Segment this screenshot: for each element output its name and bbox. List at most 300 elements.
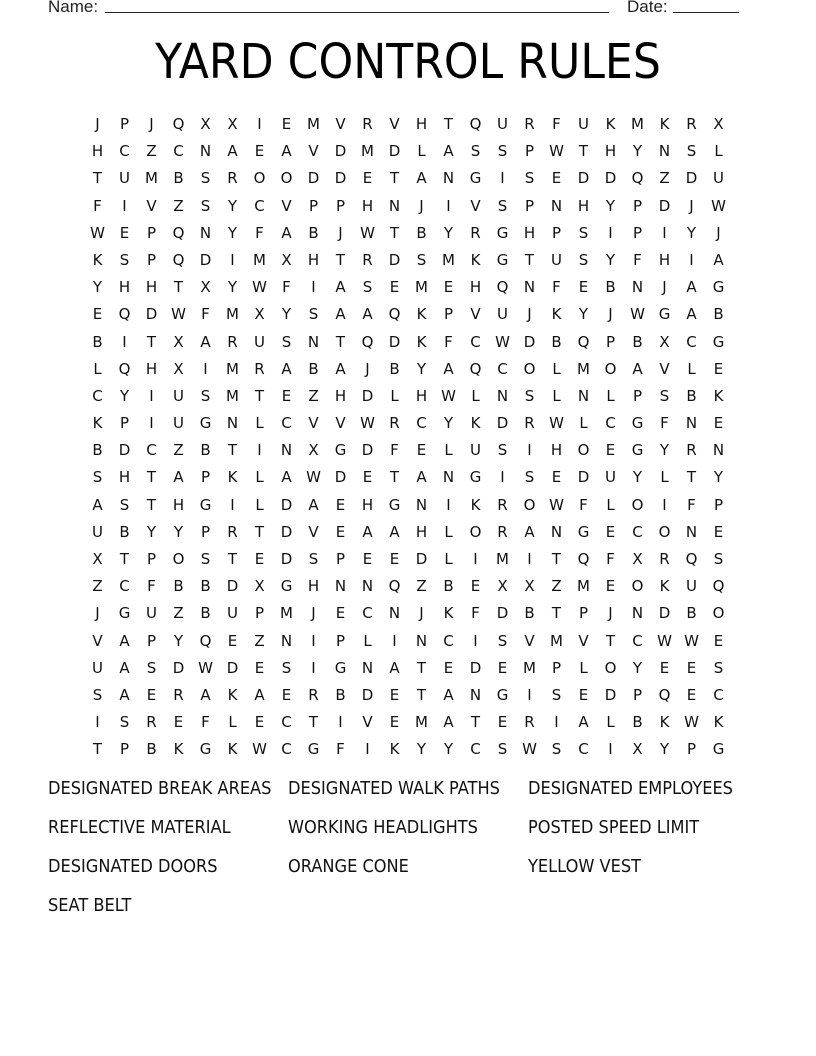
grid-letter[interactable]: X xyxy=(524,577,535,596)
grid-letter[interactable]: I xyxy=(500,468,505,487)
grid-letter[interactable]: A xyxy=(578,713,589,732)
grid-letter[interactable]: Z xyxy=(146,142,157,161)
grid-letter[interactable]: L xyxy=(579,658,588,677)
grid-letter[interactable]: U xyxy=(119,169,130,188)
grid-letter[interactable]: C xyxy=(281,713,292,732)
grid-letter[interactable]: N xyxy=(658,142,671,161)
grid-letter[interactable]: E xyxy=(605,577,616,596)
grid-letter[interactable]: B xyxy=(119,522,130,541)
grid-letter[interactable]: C xyxy=(254,196,265,215)
grid-letter[interactable]: D xyxy=(334,468,347,487)
grid-letter[interactable]: E xyxy=(713,522,724,541)
grid-letter[interactable]: P xyxy=(335,631,346,650)
grid-letter[interactable]: X xyxy=(632,550,643,568)
grid-letter[interactable]: Q xyxy=(172,115,185,133)
grid-letter[interactable]: P xyxy=(335,196,346,215)
grid-letter[interactable]: C xyxy=(686,332,697,351)
grid-letter[interactable]: D xyxy=(307,169,320,188)
grid-letter[interactable]: S xyxy=(524,169,535,188)
grid-letter[interactable]: G xyxy=(631,414,644,433)
grid-letter[interactable]: G xyxy=(280,577,293,596)
grid-letter[interactable]: A xyxy=(119,631,130,650)
grid-letter[interactable]: H xyxy=(658,250,671,269)
grid-letter[interactable]: G xyxy=(496,685,509,704)
grid-letter[interactable]: N xyxy=(469,685,482,704)
grid-letter[interactable]: D xyxy=(361,386,374,405)
grid-letter[interactable]: P xyxy=(146,223,157,242)
grid-letter[interactable]: Y xyxy=(173,522,184,541)
grid-letter[interactable]: B xyxy=(146,740,157,759)
grid-letter[interactable]: C xyxy=(632,631,643,650)
grid-letter[interactable]: Q xyxy=(631,169,644,188)
grid-letter[interactable]: Y xyxy=(416,359,427,378)
grid-letter[interactable]: W xyxy=(441,386,456,405)
grid-letter[interactable]: B xyxy=(335,685,346,704)
grid-letter[interactable]: C xyxy=(92,386,103,405)
grid-letter[interactable]: E xyxy=(389,685,400,704)
grid-letter[interactable]: N xyxy=(199,223,212,242)
grid-letter[interactable]: S xyxy=(200,550,211,568)
grid-letter[interactable]: S xyxy=(713,658,724,677)
grid-letter[interactable]: Q xyxy=(172,250,185,269)
grid-letter[interactable]: G xyxy=(334,441,347,460)
grid-letter[interactable]: R xyxy=(497,522,508,541)
grid-letter[interactable]: Y xyxy=(632,468,643,487)
grid-letter[interactable]: A xyxy=(308,495,319,514)
grid-letter[interactable]: A xyxy=(119,685,130,704)
grid-letter[interactable]: B xyxy=(686,604,697,623)
grid-letter[interactable]: K xyxy=(470,250,481,269)
grid-letter[interactable]: C xyxy=(470,740,481,759)
grid-letter[interactable]: T xyxy=(92,169,103,188)
grid-letter[interactable]: Y xyxy=(227,278,238,297)
grid-letter[interactable]: Z xyxy=(416,577,427,596)
grid-letter[interactable]: V xyxy=(470,305,481,324)
grid-letter[interactable]: G xyxy=(307,740,320,759)
grid-letter[interactable]: A xyxy=(254,685,265,704)
grid-letter[interactable]: I xyxy=(122,196,127,215)
grid-letter[interactable]: X xyxy=(308,441,319,460)
grid-letter[interactable]: E xyxy=(443,658,454,677)
grid-letter[interactable]: I xyxy=(608,223,613,242)
grid-letter[interactable]: U xyxy=(173,414,184,433)
grid-letter[interactable]: H xyxy=(334,386,347,405)
grid-letter[interactable]: V xyxy=(578,631,589,650)
grid-letter[interactable]: V xyxy=(362,713,373,732)
grid-letter[interactable]: G xyxy=(631,441,644,460)
grid-letter[interactable]: B xyxy=(443,577,454,596)
grid-letter[interactable]: A xyxy=(389,522,400,541)
grid-letter[interactable]: I xyxy=(527,550,532,568)
grid-letter[interactable]: Y xyxy=(146,522,157,541)
grid-letter[interactable]: R xyxy=(362,250,373,269)
grid-letter[interactable]: O xyxy=(712,604,725,623)
grid-letter[interactable]: U xyxy=(605,468,616,487)
grid-letter[interactable]: S xyxy=(497,631,508,650)
grid-letter[interactable]: Y xyxy=(605,196,616,215)
grid-letter[interactable]: D xyxy=(577,169,590,188)
grid-letter[interactable]: I xyxy=(500,169,505,188)
grid-letter[interactable]: N xyxy=(523,278,536,297)
grid-letter[interactable]: T xyxy=(335,332,346,351)
grid-letter[interactable]: E xyxy=(713,359,724,378)
grid-letter[interactable]: E xyxy=(281,115,292,133)
grid-letter[interactable]: P xyxy=(119,115,130,133)
grid-letter[interactable]: X xyxy=(713,115,724,133)
grid-letter[interactable]: E xyxy=(335,604,346,623)
grid-letter[interactable]: D xyxy=(280,550,293,568)
grid-letter[interactable]: B xyxy=(308,223,319,242)
grid-letter[interactable]: A xyxy=(200,685,211,704)
grid-letter[interactable]: S xyxy=(200,196,211,215)
grid-letter[interactable]: I xyxy=(95,713,100,732)
grid-letter[interactable]: P xyxy=(443,305,454,324)
grid-letter[interactable]: Q xyxy=(118,359,131,378)
grid-letter[interactable]: G xyxy=(712,740,725,759)
grid-letter[interactable]: V xyxy=(389,115,400,133)
grid-letter[interactable]: A xyxy=(389,658,400,677)
grid-letter[interactable]: S xyxy=(551,740,562,759)
grid-letter[interactable]: T xyxy=(335,250,346,269)
grid-letter[interactable]: S xyxy=(200,169,211,188)
grid-letter[interactable]: D xyxy=(172,658,185,677)
grid-letter[interactable]: J xyxy=(608,305,613,324)
grid-letter[interactable]: E xyxy=(497,658,508,677)
grid-letter[interactable]: E xyxy=(686,685,697,704)
grid-letter[interactable]: I xyxy=(230,250,235,269)
grid-letter[interactable]: N xyxy=(388,196,401,215)
grid-letter[interactable]: Q xyxy=(388,305,401,324)
grid-letter[interactable]: L xyxy=(714,142,723,161)
grid-letter[interactable]: L xyxy=(228,713,237,732)
grid-letter[interactable]: S xyxy=(713,550,724,568)
grid-letter[interactable]: C xyxy=(173,142,184,161)
grid-letter[interactable]: K xyxy=(416,332,427,351)
grid-letter[interactable]: R xyxy=(659,550,670,568)
grid-letter[interactable]: R xyxy=(497,495,508,514)
grid-letter[interactable]: X xyxy=(497,577,508,596)
grid-letter[interactable]: Q xyxy=(658,685,671,704)
grid-letter[interactable]: O xyxy=(577,441,590,460)
grid-letter[interactable]: U xyxy=(497,305,508,324)
grid-letter[interactable]: L xyxy=(552,386,561,405)
grid-letter[interactable]: U xyxy=(254,332,265,351)
grid-letter[interactable]: S xyxy=(578,223,589,242)
grid-letter[interactable]: Y xyxy=(632,658,643,677)
grid-letter[interactable]: Y xyxy=(686,223,697,242)
grid-letter[interactable]: O xyxy=(631,577,644,596)
grid-letter[interactable]: D xyxy=(658,604,671,623)
grid-letter[interactable]: S xyxy=(92,468,103,487)
grid-letter[interactable]: E xyxy=(92,305,103,324)
grid-letter[interactable]: H xyxy=(550,441,563,460)
grid-letter[interactable]: Q xyxy=(172,223,185,242)
grid-letter[interactable]: O xyxy=(469,522,482,541)
grid-letter[interactable]: Y xyxy=(659,441,670,460)
grid-letter[interactable]: V xyxy=(146,196,157,215)
grid-letter[interactable]: M xyxy=(280,604,293,623)
grid-letter[interactable]: T xyxy=(686,468,697,487)
grid-letter[interactable]: E xyxy=(497,713,508,732)
grid-letter[interactable]: F xyxy=(552,115,561,133)
grid-letter[interactable]: U xyxy=(686,577,697,596)
grid-letter[interactable]: I xyxy=(392,631,397,650)
grid-letter[interactable]: E xyxy=(173,713,184,732)
grid-letter[interactable]: P xyxy=(200,468,211,487)
grid-letter[interactable]: G xyxy=(496,223,509,242)
grid-letter[interactable]: M xyxy=(415,713,428,732)
grid-letter[interactable]: T xyxy=(389,223,400,242)
grid-letter[interactable]: V xyxy=(308,522,319,541)
grid-letter[interactable]: P xyxy=(524,142,535,161)
grid-letter[interactable]: M xyxy=(442,250,455,269)
grid-letter[interactable]: I xyxy=(230,495,235,514)
grid-letter[interactable]: R xyxy=(362,115,373,133)
grid-letter[interactable]: T xyxy=(524,250,535,269)
grid-letter[interactable]: B xyxy=(92,441,103,460)
grid-letter[interactable]: N xyxy=(685,414,698,433)
grid-letter[interactable]: D xyxy=(334,169,347,188)
grid-letter[interactable]: E xyxy=(389,550,400,568)
grid-letter[interactable]: B xyxy=(173,169,184,188)
grid-letter[interactable]: A xyxy=(713,250,724,269)
grid-letter[interactable]: P xyxy=(308,196,319,215)
grid-letter[interactable]: F xyxy=(579,495,588,514)
grid-letter[interactable]: G xyxy=(199,414,212,433)
grid-letter[interactable]: Y xyxy=(416,740,427,759)
grid-letter[interactable]: Q xyxy=(469,115,482,133)
grid-letter[interactable]: D xyxy=(280,495,293,514)
grid-letter[interactable]: K xyxy=(389,740,400,759)
grid-letter[interactable]: Q xyxy=(577,332,590,351)
grid-letter[interactable]: N xyxy=(442,468,455,487)
grid-letter[interactable]: W xyxy=(549,495,564,514)
grid-letter[interactable]: R xyxy=(524,414,535,433)
grid-letter[interactable]: I xyxy=(554,713,559,732)
grid-letter[interactable]: Z xyxy=(173,196,184,215)
grid-letter[interactable]: H xyxy=(307,250,320,269)
grid-letter[interactable]: R xyxy=(389,414,400,433)
grid-letter[interactable]: I xyxy=(311,658,316,677)
grid-letter[interactable]: W xyxy=(549,142,564,161)
grid-letter[interactable]: T xyxy=(389,169,400,188)
grid-letter[interactable]: E xyxy=(281,685,292,704)
grid-letter[interactable]: D xyxy=(388,332,401,351)
grid-letter[interactable]: L xyxy=(606,713,615,732)
grid-letter[interactable]: I xyxy=(311,631,316,650)
grid-letter[interactable]: J xyxy=(419,196,424,215)
grid-letter[interactable]: C xyxy=(605,414,616,433)
grid-letter[interactable]: K xyxy=(92,250,103,269)
grid-letter[interactable]: F xyxy=(633,250,642,269)
grid-letter[interactable]: J xyxy=(716,223,721,242)
grid-letter[interactable]: H xyxy=(415,522,428,541)
grid-letter[interactable]: E xyxy=(362,550,373,568)
grid-letter[interactable]: J xyxy=(419,604,424,623)
grid-letter[interactable]: D xyxy=(388,250,401,269)
grid-letter[interactable]: Q xyxy=(496,278,509,297)
grid-letter[interactable]: K xyxy=(470,414,481,433)
grid-letter[interactable]: H xyxy=(145,278,158,297)
grid-letter[interactable]: X xyxy=(173,359,184,378)
grid-letter[interactable]: E xyxy=(416,441,427,460)
grid-letter[interactable]: R xyxy=(227,522,238,541)
grid-letter[interactable]: E xyxy=(605,441,616,460)
grid-letter[interactable]: H xyxy=(145,359,158,378)
grid-letter[interactable]: E xyxy=(578,685,589,704)
grid-letter[interactable]: I xyxy=(257,441,262,460)
grid-letter[interactable]: A xyxy=(524,522,535,541)
grid-letter[interactable]: H xyxy=(523,223,536,242)
grid-letter[interactable]: V xyxy=(308,414,319,433)
grid-letter[interactable]: A xyxy=(281,142,292,161)
grid-letter[interactable]: N xyxy=(631,604,644,623)
grid-letter[interactable]: J xyxy=(689,196,694,215)
grid-letter[interactable]: L xyxy=(417,142,426,161)
grid-letter[interactable]: L xyxy=(660,468,669,487)
grid-letter[interactable]: O xyxy=(523,359,536,378)
grid-letter[interactable]: I xyxy=(149,414,154,433)
grid-letter[interactable]: T xyxy=(416,658,427,677)
grid-letter[interactable]: E xyxy=(659,658,670,677)
grid-letter[interactable]: W xyxy=(657,631,672,650)
grid-letter[interactable]: J xyxy=(95,115,100,133)
grid-letter[interactable]: G xyxy=(577,522,590,541)
grid-letter[interactable]: N xyxy=(442,169,455,188)
grid-letter[interactable]: A xyxy=(227,142,238,161)
grid-letter[interactable]: H xyxy=(91,142,104,161)
grid-letter[interactable]: Y xyxy=(443,740,454,759)
grid-letter[interactable]: F xyxy=(201,713,210,732)
grid-letter[interactable]: E xyxy=(146,685,157,704)
grid-letter[interactable]: X xyxy=(92,550,103,568)
grid-letter[interactable]: W xyxy=(306,468,321,487)
grid-letter[interactable]: P xyxy=(335,550,346,568)
grid-letter[interactable]: F xyxy=(93,196,102,215)
grid-letter[interactable]: C xyxy=(497,359,508,378)
grid-letter[interactable]: L xyxy=(363,631,372,650)
grid-letter[interactable]: J xyxy=(608,604,613,623)
grid-letter[interactable]: M xyxy=(496,550,509,568)
grid-letter[interactable]: T xyxy=(605,631,616,650)
grid-letter[interactable]: B xyxy=(605,278,616,297)
grid-letter[interactable]: E xyxy=(578,278,589,297)
grid-letter[interactable]: F xyxy=(255,223,264,242)
grid-letter[interactable]: K xyxy=(659,713,670,732)
grid-letter[interactable]: L xyxy=(606,495,615,514)
grid-letter[interactable]: T xyxy=(227,441,238,460)
grid-letter[interactable]: A xyxy=(362,305,373,324)
grid-letter[interactable]: F xyxy=(687,495,696,514)
grid-letter[interactable]: U xyxy=(470,441,481,460)
grid-letter[interactable]: I xyxy=(446,196,451,215)
grid-letter[interactable]: S xyxy=(119,495,130,514)
grid-letter[interactable]: R xyxy=(227,169,238,188)
grid-letter[interactable]: P xyxy=(146,631,157,650)
grid-letter[interactable]: Y xyxy=(632,142,643,161)
grid-letter[interactable]: U xyxy=(173,386,184,405)
grid-letter[interactable]: M xyxy=(415,278,428,297)
grid-letter[interactable]: D xyxy=(577,468,590,487)
grid-letter[interactable]: N xyxy=(199,142,212,161)
grid-letter[interactable]: S xyxy=(686,142,697,161)
grid-letter[interactable]: P xyxy=(632,223,643,242)
grid-letter[interactable]: A xyxy=(200,332,211,351)
grid-letter[interactable]: C xyxy=(362,604,373,623)
grid-letter[interactable]: B xyxy=(200,577,211,596)
grid-letter[interactable]: I xyxy=(473,550,478,568)
grid-letter[interactable]: E xyxy=(227,631,238,650)
grid-letter[interactable]: M xyxy=(577,577,590,596)
grid-letter[interactable]: E xyxy=(362,169,373,188)
grid-letter[interactable]: B xyxy=(632,713,643,732)
grid-letter[interactable]: X xyxy=(632,740,643,759)
grid-letter[interactable]: X xyxy=(254,577,265,596)
grid-letter[interactable]: K xyxy=(551,305,562,324)
grid-letter[interactable]: N xyxy=(415,495,428,514)
grid-letter[interactable]: G xyxy=(199,740,212,759)
grid-letter[interactable]: V xyxy=(470,196,481,215)
grid-letter[interactable]: D xyxy=(334,142,347,161)
grid-letter[interactable]: V xyxy=(524,631,535,650)
grid-letter[interactable]: R xyxy=(227,332,238,351)
grid-letter[interactable]: S xyxy=(659,386,670,405)
grid-letter[interactable]: C xyxy=(146,441,157,460)
grid-letter[interactable]: Z xyxy=(308,386,319,405)
grid-letter[interactable]: D xyxy=(523,332,536,351)
grid-letter[interactable]: Y xyxy=(227,223,238,242)
grid-letter[interactable]: N xyxy=(334,577,347,596)
grid-letter[interactable]: B xyxy=(308,359,319,378)
grid-letter[interactable]: L xyxy=(579,414,588,433)
grid-letter[interactable]: D xyxy=(469,658,482,677)
grid-letter[interactable]: Y xyxy=(605,250,616,269)
grid-letter[interactable]: L xyxy=(444,522,453,541)
grid-letter[interactable]: G xyxy=(658,305,671,324)
grid-letter[interactable]: E xyxy=(281,386,292,405)
grid-letter[interactable]: Y xyxy=(443,414,454,433)
grid-letter[interactable]: G xyxy=(712,332,725,351)
grid-letter[interactable]: K xyxy=(227,685,238,704)
grid-letter[interactable]: H xyxy=(577,196,590,215)
grid-letter[interactable]: E xyxy=(119,223,130,242)
grid-letter[interactable]: U xyxy=(497,115,508,133)
grid-letter[interactable]: E xyxy=(551,169,562,188)
grid-letter[interactable]: I xyxy=(149,386,154,405)
grid-letter[interactable]: P xyxy=(632,685,643,704)
grid-letter[interactable]: M xyxy=(307,115,320,133)
grid-letter[interactable]: H xyxy=(118,278,131,297)
grid-letter[interactable]: A xyxy=(335,359,346,378)
grid-letter[interactable]: Y xyxy=(713,468,724,487)
grid-letter[interactable]: C xyxy=(281,740,292,759)
grid-letter[interactable]: S xyxy=(416,250,427,269)
grid-letter[interactable]: T xyxy=(308,713,319,732)
grid-letter[interactable]: E xyxy=(254,713,265,732)
grid-letter[interactable]: D xyxy=(658,196,671,215)
grid-letter[interactable]: N xyxy=(496,386,509,405)
grid-letter[interactable]: A xyxy=(362,522,373,541)
grid-letter[interactable]: P xyxy=(119,414,130,433)
grid-letter[interactable]: B xyxy=(200,604,211,623)
grid-letter[interactable]: I xyxy=(689,250,694,269)
grid-letter[interactable]: K xyxy=(605,115,616,133)
grid-letter[interactable]: E xyxy=(551,468,562,487)
grid-letter[interactable]: S xyxy=(119,713,130,732)
grid-letter[interactable]: T xyxy=(416,685,427,704)
grid-letter[interactable]: P xyxy=(146,250,157,269)
grid-letter[interactable]: C xyxy=(470,332,481,351)
